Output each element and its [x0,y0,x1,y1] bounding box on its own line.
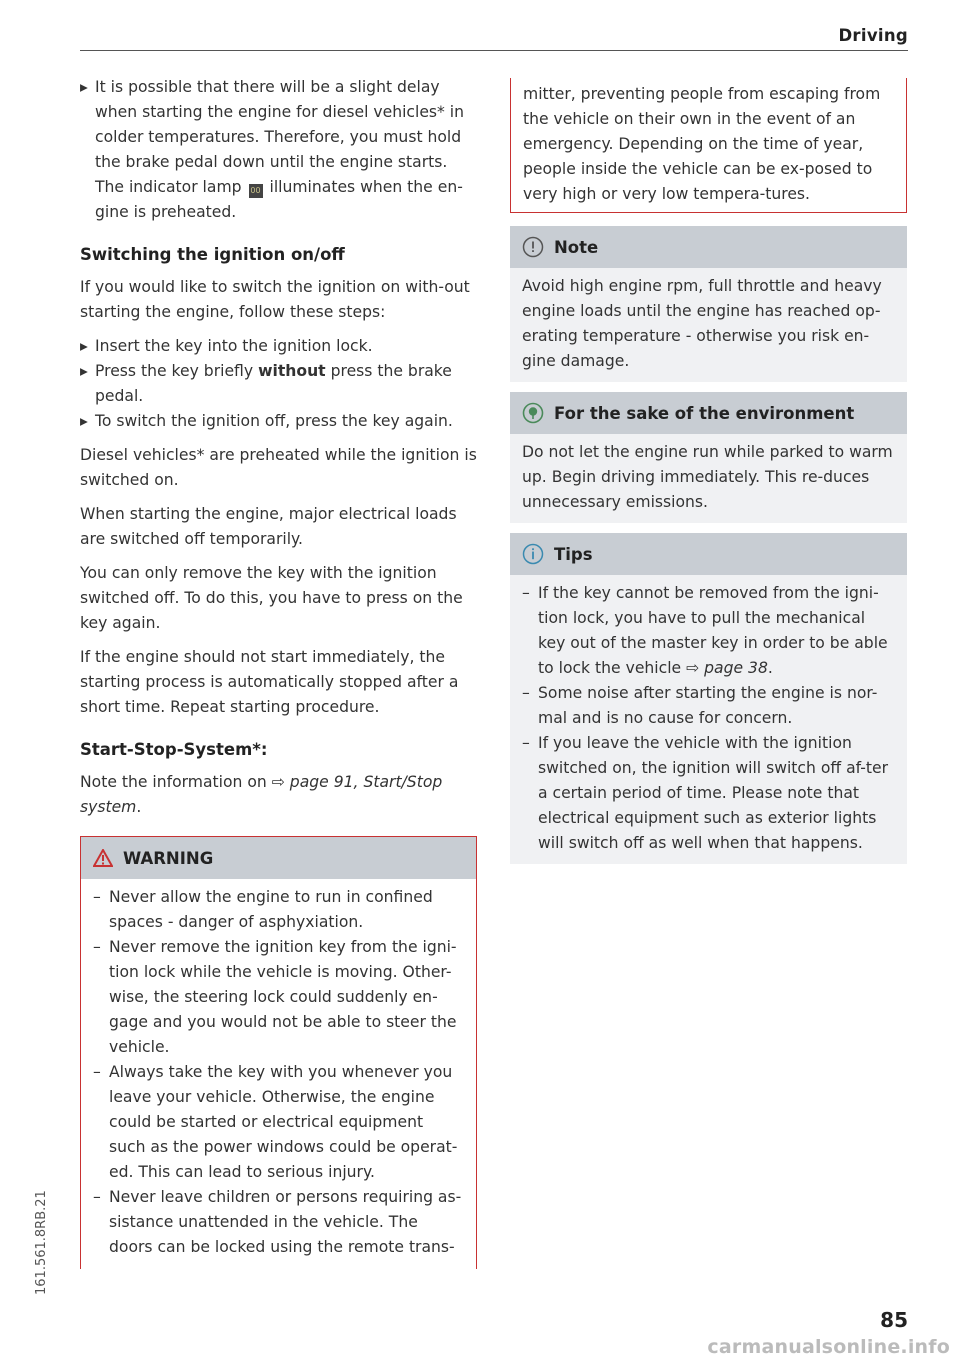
warning-continued-body [511,78,906,212]
warning-title: WARNING [123,848,214,868]
tip-item: – If the key cannot be removed from the igni-tion lock, you have to pull the mechanical key out of the master key in order to be able to lock the vehicle ⇨ page 38. [522,581,895,681]
warning-continued-box [510,78,907,213]
warning-body [81,879,476,1269]
header-rule [80,50,908,51]
start-stop-link[interactable]: ⇨ page 91, Start/Stop system [80,773,443,816]
tips-header [510,533,907,575]
warning-item: – Never remove the ignition key from the igni-tion lock while the vehicle is moving. Other-wise, the steering lock could suddenly en-gage and you would not be able to steer the vehicle. [93,935,464,1060]
watermark: carmanualsonline.info [707,1336,950,1358]
side-document-code: 161.561.8RB.21 [34,1190,49,1295]
note-header [510,226,907,268]
warning-header [81,837,476,879]
warning-continued-text: mitter, preventing people from escaping from the vehicle on their own in the event of an emergency. Depending on the time of year, people inside the vehicle can be ex-posed to very high or very low tempera-tures. [523,85,881,203]
warning-triangle-icon [93,849,113,867]
start-stop-paragraph: Note the information on ⇨ page 91, Start/Stop system. [80,773,443,816]
step-insert-key: ▸ Insert the key into the ignition lock. [80,334,477,359]
info-icon [522,543,544,565]
environment-header [510,392,907,434]
diesel-paragraph: Diesel vehicles* are preheated while the ignition is switched on. [80,446,477,489]
environment-text: Do not let the engine run while parked to warm up. Begin driving immediately. This re-duces unnecessary emissions. [522,443,893,511]
preheat-lamp-icon: 00 [249,184,263,198]
ignition-heading: Switching the ignition on/off [80,245,345,264]
environment-box [510,392,907,523]
ignition-intro: If you would like to switch the ignition on with-out starting the engine, follow these steps: [80,278,470,321]
warning-item: – Never leave children or persons requiring as-sistance unattended in the vehicle. The doors can be locked using the remote trans- [93,1185,464,1260]
note-text: Avoid high engine rpm, full throttle and heavy engine loads until the engine has reached op-erating temperature - otherwise you risk en-gine damage. [522,277,882,370]
left-column [80,75,477,1269]
tip-item: – Some noise after starting the engine is nor-mal and is no cause for concern. [522,681,895,731]
page-number: 85 [880,1308,908,1332]
warning-box [80,836,477,1269]
start-paragraph: If the engine should not start immediately, the starting process is automatically stopped after a short time. Repeat starting procedure. [80,648,459,716]
remove-key-paragraph: You can only remove the key with the ignition switched off. To do this, you have to press on the key again. [80,564,463,632]
tips-body [510,575,907,864]
start-stop-heading: Start-Stop-System*: [80,740,268,759]
environment-body [510,434,907,523]
delay-paragraph: ▸ It is possible that there will be a slight delay when starting the engine for diesel vehicles* in colder temperatures. Therefore, you must hold the brake pedal down until the engine starts. The indicator lamp 00 illuminates when the en-gine is preheated. [80,75,477,225]
tips-title: Tips [554,544,593,564]
note-title: Note [554,237,599,257]
warning-item: – Always take the key with you whenever you leave your vehicle. Otherwise, the engine could be started or electrical equipment such as the power windows could be operat-ed. This can lead to serious injury. [93,1060,464,1185]
note-body [510,268,907,382]
note-exclamation-icon [522,236,544,258]
step-switch-off: ▸ To switch the ignition off, press the key again. [80,409,477,434]
step-press-key: ▸ Press the key briefly without press the brake pedal. [80,359,477,409]
loads-paragraph: When starting the engine, major electrical loads are switched off temporarily. [80,505,457,548]
page-38-link[interactable]: ⇨ page 38 [686,659,768,677]
environment-title: For the sake of the environment [554,403,855,423]
tree-icon [522,402,544,424]
warning-item: – Never allow the engine to run in confined spaces - danger of asphyxiation. [93,885,464,935]
section-title: Driving [838,26,908,45]
tip-item: – If you leave the vehicle with the ignition switched on, the ignition will switch off af-ter a certain period of time. Please note that electrical equipment such as exterior lights will switch off as well when that happens. [522,731,895,856]
right-column [510,75,907,864]
note-box [510,226,907,382]
tips-box [510,533,907,864]
